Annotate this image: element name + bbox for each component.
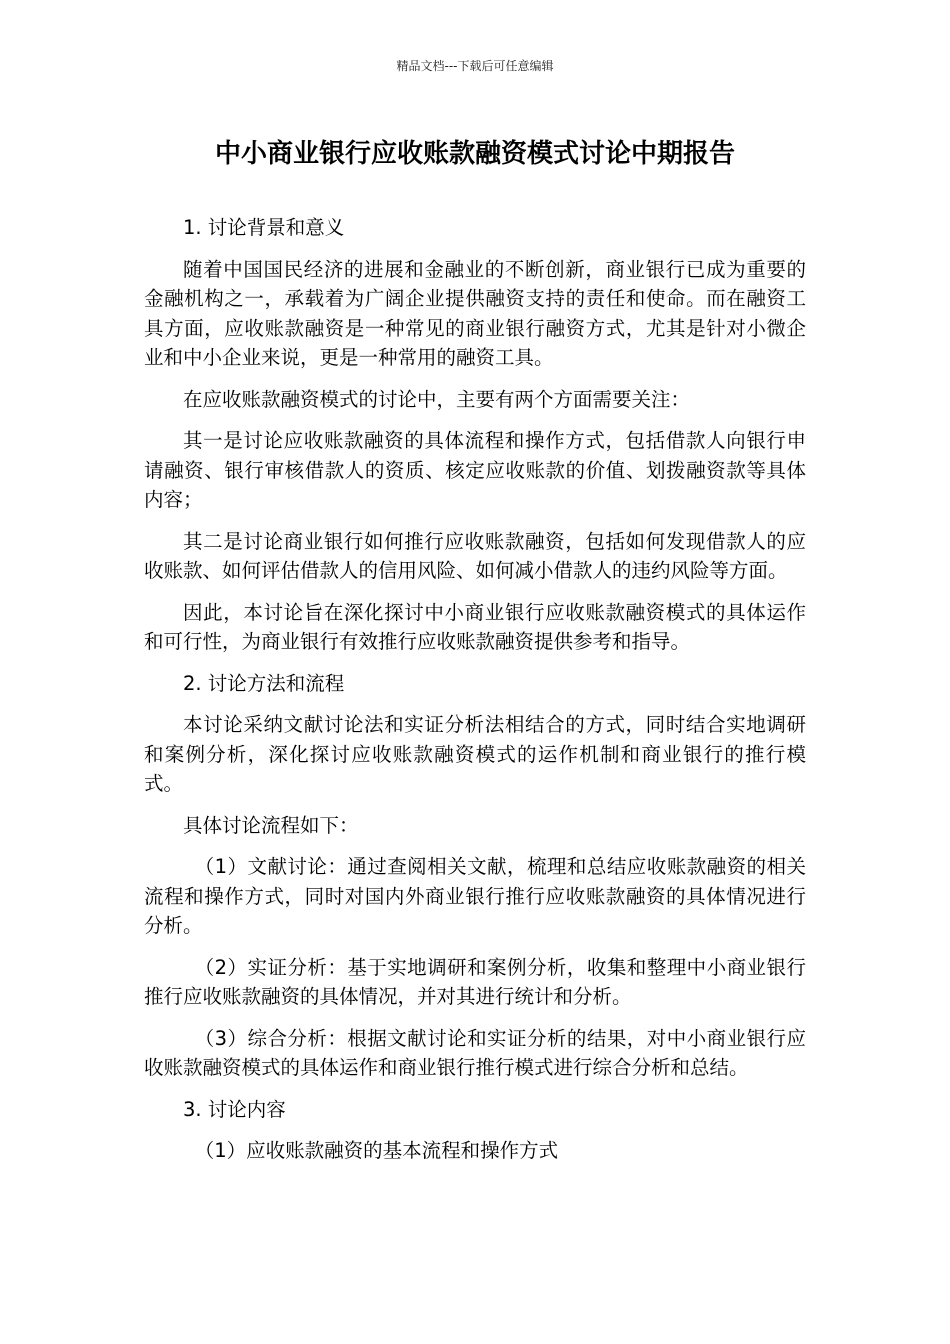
paragraph: 随着中国国民经济的进展和金融业的不断创新，商业银行已成为重要的金融机构之一，承载着为广阔企业提供融资支持的责任和使命。而在融资工具方面，应收账款融资是一种常见的商业银行融资方式，尤其是针对小微企业和中小企业来说，更是一种常用的融资工具。 [144, 257, 806, 369]
header-note: 精品文档---下载后可任意编辑 [396, 59, 554, 73]
paragraph: 本讨论采纳文献讨论法和实证分析法相结合的方式，同时结合实地调研和案例分析，深化探讨应收账款融资模式的运作机制和商业银行的推行模式。 [144, 713, 806, 795]
document-title: 中小商业银行应收账款融资模式讨论中期报告 [214, 139, 735, 169]
list-item: （2）实证分析：基于实地调研和案例分析，收集和整理中小商业银行推行应收账款融资的具体情况，并对其进行统计和分析。 [144, 955, 806, 1008]
section-heading: 2. 讨论方法和流程 [183, 671, 345, 695]
paragraph: 在应收账款融资模式的讨论中，主要有两个方面需要关注： [183, 387, 691, 411]
section-heading: 3. 讨论内容 [183, 1097, 286, 1121]
section-heading: 1. 讨论背景和意义 [183, 216, 345, 239]
paragraph: 因此，本讨论旨在深化探讨中小商业银行应收账款融资模式的具体运作和可行性，为商业银行有效推行应收账款融资提供参考和指导。 [144, 600, 806, 653]
paragraph: 其二是讨论商业银行如何推行应收账款融资，包括如何发现借款人的应收账款、如何评估借款人的信用风险、如何减小借款人的违约风险等方面。 [144, 529, 806, 582]
paragraph: 其一是讨论应收账款融资的具体流程和操作方式，包括借款人向银行申请融资、银行审核借款人的资质、核定应收账款的价值、划拨融资款等具体内容； [144, 429, 806, 511]
document-body [144, 213, 806, 1178]
paragraph: 具体讨论流程如下： [183, 813, 359, 837]
list-item: （1）文献讨论：通过查阅相关文献，梳理和总结应收账款融资的相关流程和操作方式，同时对国内外商业银行推行应收账款融资的具体情况进行分析。 [144, 855, 806, 937]
list-item: （1）应收账款融资的基本流程和操作方式 [194, 1139, 559, 1162]
list-item: （3）综合分析：根据文献讨论和实证分析的结果，对中小商业银行应收账款融资模式的具体运作和商业银行推行模式进行综合分析和总结。 [144, 1026, 806, 1079]
